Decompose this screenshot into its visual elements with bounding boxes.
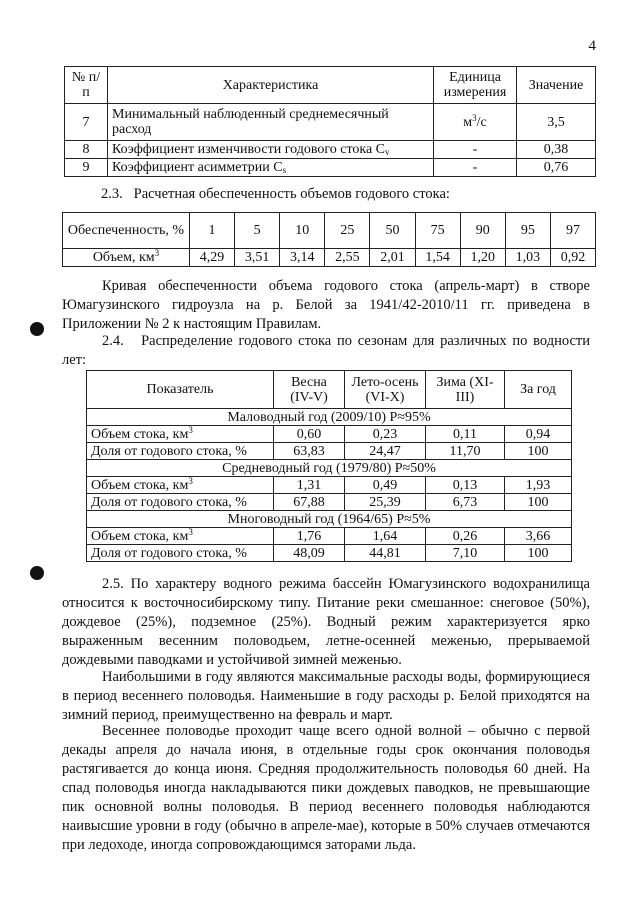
value-cell: 0,49: [345, 477, 426, 494]
punch-hole-top: [30, 322, 44, 336]
value-cell: 0,13: [426, 477, 505, 494]
probability-cell: 25: [325, 213, 370, 249]
header-characteristic: Характеристика: [108, 67, 434, 104]
value-cell: 63,83: [274, 443, 345, 460]
value-cell: 48,09: [274, 545, 345, 562]
value-cell: 6,73: [426, 494, 505, 511]
value-cell: 1,31: [274, 477, 345, 494]
group-title: Маловодный год (2009/10) P≈95%: [87, 409, 572, 426]
curve-paragraph: Кривая обеспеченности объема годового стока (апрель-март) в створе Юмагузинского гидроузла на р. Белой за 1941/42-2010/11 гг. приведена в Приложении № 2 к настоящим Правилам.: [62, 278, 590, 332]
row-label: Доля от годового стока, %: [87, 545, 274, 562]
volume-cell: 1,54: [415, 249, 460, 267]
section-2-3-heading: 2.3. Расчетная обеспеченность объемов годового стока:: [101, 186, 450, 202]
header-winter: Зима (XI-III): [426, 371, 505, 409]
value-cell: 100: [505, 494, 572, 511]
value-cell: 44,81: [345, 545, 426, 562]
header-unit: Единица измерения: [434, 67, 517, 104]
value-cell: 3,66: [505, 528, 572, 545]
header-value: Значение: [517, 67, 596, 104]
paragraph-spring-flood: Весеннее половодье проходит чаще всего одной волной – обычно с первой декады апреля до начала июня, в отдельные годы срок окончания половодья растягивается до конца июня. Средняя продолжительность половодья 60 дней. На спад половодья иногда накладываются пики дождевых паводков, не превышающие пик основной волны половодья. В период весеннего половодья наблюдаются наивысшие уровни в году (обычно в апреле-мае), которые в 50% случаев отмечаются при ледоходе, иногда сопровождающимся заторами льда.: [62, 723, 590, 853]
row-label: Объем стока, $км^3$: [87, 477, 274, 494]
probability-cell: 50: [370, 213, 415, 249]
table-row: 7 Минимальный наблюденный среднемесячный расход $м^3/с$ 3,5: [65, 104, 596, 141]
punch-hole-bottom: [30, 566, 44, 580]
table-row: [87, 426, 572, 443]
row-label: Доля от годового стока, %: [87, 443, 274, 460]
volume-cell: 2,55: [325, 249, 370, 267]
value-cell: 25,39: [345, 494, 426, 511]
value-cell: 7,10: [426, 545, 505, 562]
value-cell: 100: [505, 443, 572, 460]
value-cell: 11,70: [426, 443, 505, 460]
characteristics-table: [64, 66, 596, 177]
header-year: За год: [505, 371, 572, 409]
probability-cell: 75: [415, 213, 460, 249]
header-num: № п/п: [65, 67, 108, 104]
value-cell: 67,88: [274, 494, 345, 511]
paragraph-max-flows: Наибольшими в году являются максимальные расходы воды, формирующиеся в период весеннего половодья. Наименьшие в году расходы р. Белой приходятся на зимний период, преимущественно на февраль и март.: [62, 669, 590, 723]
paragraph-2-5: 2.5. По характеру водного режима бассейн Юмагузинского водохранилища относится к восточносибирскому типу. Питание реки смешанное: снеговое (50%), дождевое (25%), подземное (25%). Водный режим характеризуется ярко выраженным весенним половодьем, летне-осенней меженью, прерываемой дождевыми паводками и устойчивой зимней меженью.: [62, 576, 590, 668]
section-2-4-heading: 2.4. Распределение годового стока по сезонам для различных по водности лет:: [62, 333, 590, 368]
table-row: 9 Коэффициент асимметрии $C_s$ - 0,76: [65, 159, 596, 177]
value-cell: 1,93: [505, 477, 572, 494]
probability-cell: 95: [505, 213, 550, 249]
probability-table: [62, 212, 596, 267]
value-cell: 1,76: [274, 528, 345, 545]
probability-cell: 90: [460, 213, 505, 249]
header-indicator: Показатель: [87, 371, 274, 409]
volume-cell: 2,01: [370, 249, 415, 267]
volume-cell: 0,92: [550, 249, 595, 267]
value-cell: 0,60: [274, 426, 345, 443]
volume-cell: 4,29: [190, 249, 235, 267]
value-cell: 1,64: [345, 528, 426, 545]
probability-cell: 10: [280, 213, 325, 249]
volume-cell: 1,20: [460, 249, 505, 267]
value-cell: 0,94: [505, 426, 572, 443]
volume-cell: 1,03: [505, 249, 550, 267]
row-label: Объем стока, $км^3$: [87, 528, 274, 545]
value-cell: 0,26: [426, 528, 505, 545]
value-cell: 0,23: [345, 426, 426, 443]
volume-label: Объем, $км^3$: [63, 249, 190, 267]
probability-label: Обеспеченность, %: [63, 213, 190, 249]
table-row: [87, 494, 572, 511]
header-summer: Лето-осень (VI-X): [345, 371, 426, 409]
probability-cell: 1: [190, 213, 235, 249]
value-cell: 24,47: [345, 443, 426, 460]
table-row: [87, 477, 572, 494]
page-number: 4: [588, 38, 596, 54]
table-row: [87, 528, 572, 545]
value-cell: 0,11: [426, 426, 505, 443]
table-row: [87, 545, 572, 562]
table-row: [87, 443, 572, 460]
group-title: Средневодный год (1979/80) P≈50%: [87, 460, 572, 477]
header-spring: Весна (IV-V): [274, 371, 345, 409]
group-title: Многоводный год (1964/65) P≈5%: [87, 511, 572, 528]
volume-cell: 3,51: [235, 249, 280, 267]
probability-cell: 97: [550, 213, 595, 249]
table-row: 8 Коэффициент изменчивости годового стока $C_v$ - 0,38: [65, 141, 596, 159]
probability-cell: 5: [235, 213, 280, 249]
value-cell: 100: [505, 545, 572, 562]
volume-cell: 3,14: [280, 249, 325, 267]
row-label: Объем стока, $км^3$: [87, 426, 274, 443]
seasonal-distribution-table: [86, 370, 572, 562]
row-label: Доля от годового стока, %: [87, 494, 274, 511]
